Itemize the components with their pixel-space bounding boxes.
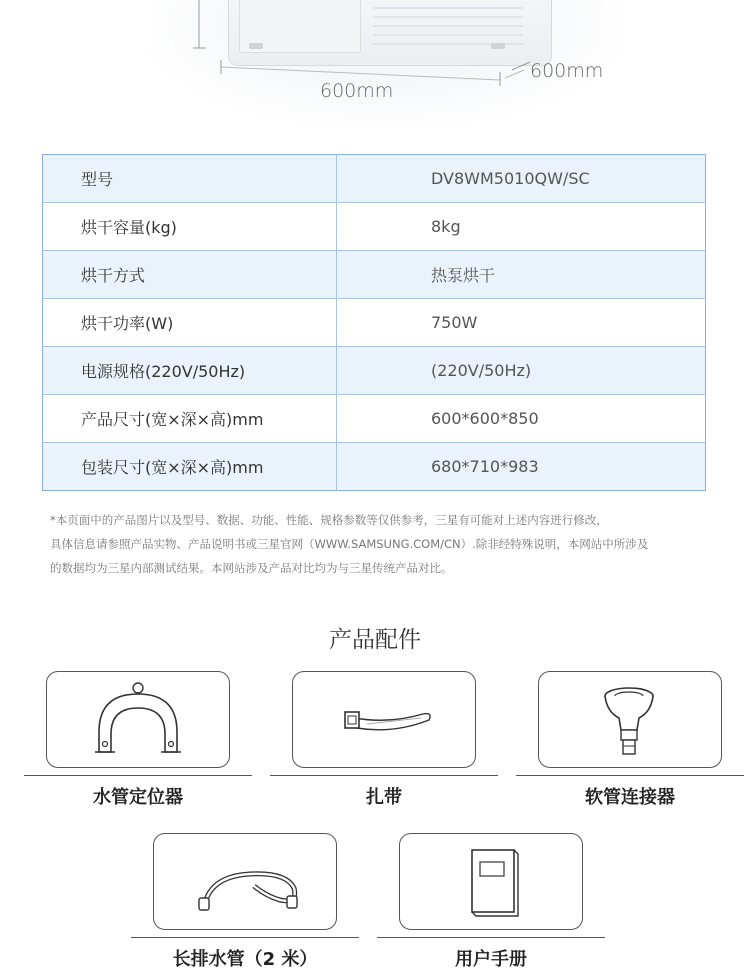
accessory-image-frame: [292, 671, 476, 768]
spec-value: 8kg: [337, 203, 706, 251]
accessories-title: 产品配件: [329, 627, 421, 653]
table-row: [43, 443, 706, 491]
spec-key: 型号: [43, 155, 337, 203]
table-row: [43, 347, 706, 395]
spec-key: 烘干容量(kg): [43, 203, 337, 251]
spec-value: DV8WM5010QW/SC: [337, 155, 706, 203]
drain-hose-icon: [154, 834, 336, 929]
hose-guide-icon: [47, 672, 229, 767]
accessory-image-frame: [399, 833, 583, 930]
table-row: [43, 251, 706, 299]
accessory-image-frame: [538, 671, 722, 768]
accessory-label: 用户手册: [455, 949, 527, 970]
spec-key: 产品尺寸(宽×深×高)mm: [43, 395, 337, 443]
dimension-lines: [0, 0, 750, 125]
accessory-divider: [24, 775, 252, 776]
spec-key: 包装尺寸(宽×深×高)mm: [43, 443, 337, 491]
cable-tie-icon: [293, 672, 475, 767]
spec-key: 烘干功率(W): [43, 299, 337, 347]
spec-value: 680*710*983: [337, 443, 706, 491]
spec-key: 烘干方式: [43, 251, 337, 299]
table-row: [43, 203, 706, 251]
accessory-label: 水管定位器: [93, 787, 183, 808]
spec-value: 热泵烘干: [337, 251, 706, 299]
spec-value: 750W: [337, 299, 706, 347]
accessory-image-frame: [153, 833, 337, 930]
hose-connector-icon: [539, 672, 721, 767]
accessory-label: 长排水管（2 米）: [172, 949, 318, 970]
spec-table: [42, 154, 706, 491]
width-dimension-label: 600mm: [320, 80, 394, 102]
spec-key: 电源规格(220V/50Hz): [43, 347, 337, 395]
accessory-label: 软管连接器: [585, 787, 675, 808]
depth-dimension-label: 600mm: [530, 60, 604, 82]
disclaimer: [50, 508, 720, 580]
table-row: [43, 395, 706, 443]
accessory-divider: [516, 775, 744, 776]
accessory-label: 扎带: [366, 787, 402, 808]
table-row: [43, 155, 706, 203]
accessory-image-frame: [46, 671, 230, 768]
product-image: [0, 0, 750, 125]
spec-value: (220V/50Hz): [337, 347, 706, 395]
disclaimer-line: 具体信息请参照产品实物、产品说明书或三星官网（WWW.SAMSUNG.COM/CN）.除非经特殊说明，本网站中所涉及: [50, 537, 649, 551]
accessory-divider: [377, 937, 605, 938]
accessory-divider: [270, 775, 498, 776]
disclaimer-line: 的数据均为三星内部测试结果。本网站涉及产品对比均为与三星传统产品对比。: [50, 561, 453, 575]
table-row: [43, 299, 706, 347]
spec-value: 600*600*850: [337, 395, 706, 443]
user-manual-icon: [400, 834, 582, 929]
accessory-divider: [131, 937, 359, 938]
disclaimer-line: *本页面中的产品图片以及型号、数据、功能、性能、规格参数等仅供参考，三星有可能对上述内容进行修改，: [50, 513, 608, 527]
